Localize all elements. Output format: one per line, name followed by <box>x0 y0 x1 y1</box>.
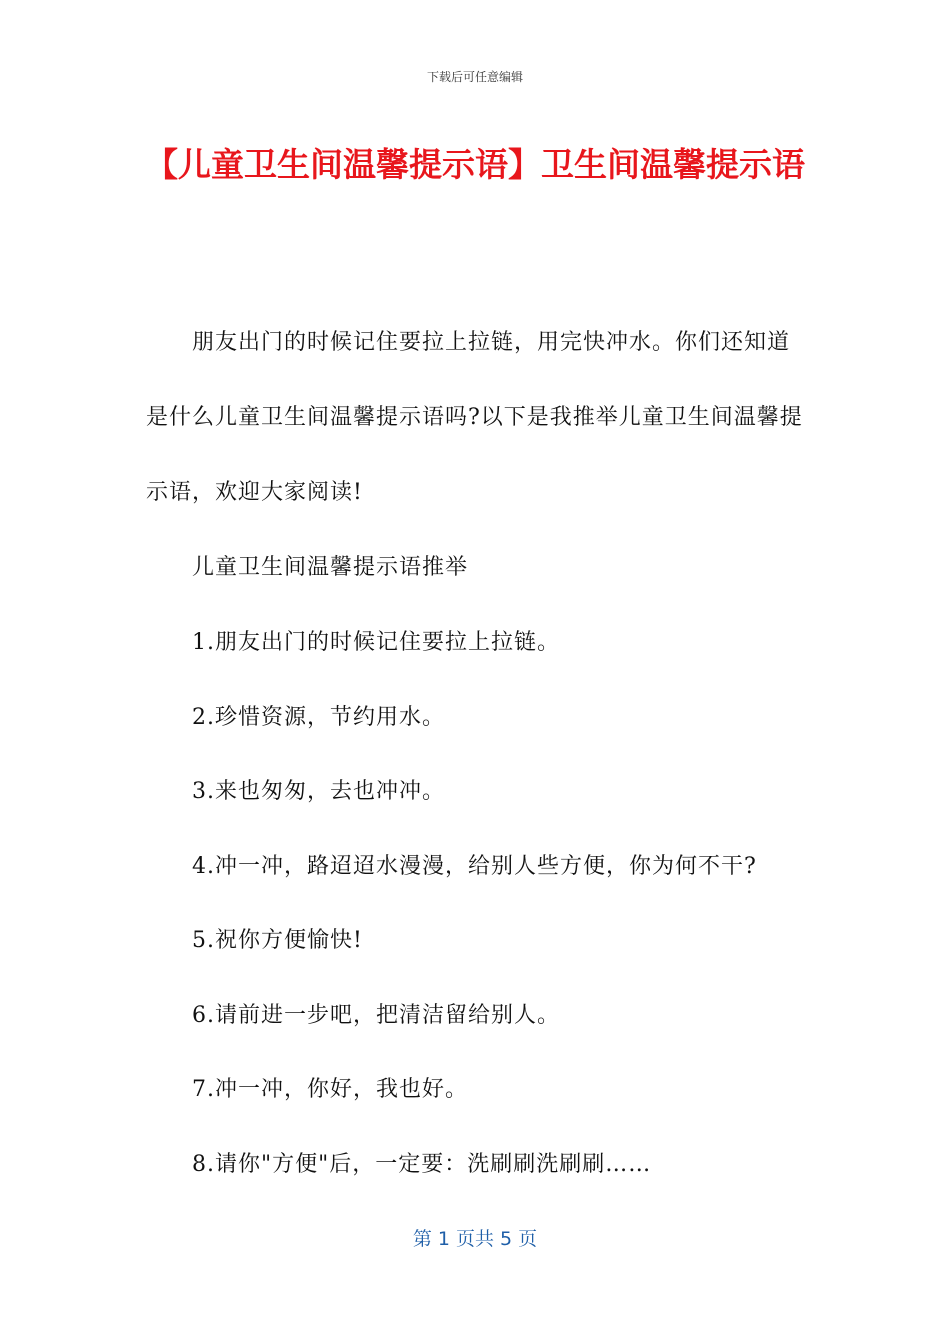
section-heading: 儿童卫生间温馨提示语推举 <box>192 555 469 580</box>
list-item: 6.请前进一步吧，把清洁留给别人。 <box>192 1003 560 1028</box>
intro-paragraph: 朋友出门的时候记住要拉上拉链，用完快冲水。你们还知道是什么儿童卫生间温馨提示语吗?以下是我推举儿童卫生间温馨提示语，欢迎大家阅读! <box>146 330 803 505</box>
list-item: 1.朋友出门的时候记住要拉上拉链。 <box>192 630 560 655</box>
list-item: 3.来也匆匆，去也冲冲。 <box>192 779 445 804</box>
list-item: 5.祝你方便愉快! <box>192 928 363 953</box>
list-item: 4.冲一冲，路迢迢水漫漫，给别人些方便，你为何不干? <box>192 854 757 879</box>
page-number-footer: 第 1 页共 5 页 <box>412 1228 538 1250</box>
list-item: 2.珍惜资源，节约用水。 <box>192 705 445 730</box>
list-item: 8.请你"方便"后，一定要：洗刷刷洗刷刷…… <box>192 1152 652 1177</box>
document-title: 【儿童卫生间温馨提示语】卫生间温馨提示语 <box>145 145 805 184</box>
header-note: 下载后可任意编辑 <box>426 70 523 84</box>
list-item: 7.冲一冲，你好，我也好。 <box>192 1077 468 1102</box>
